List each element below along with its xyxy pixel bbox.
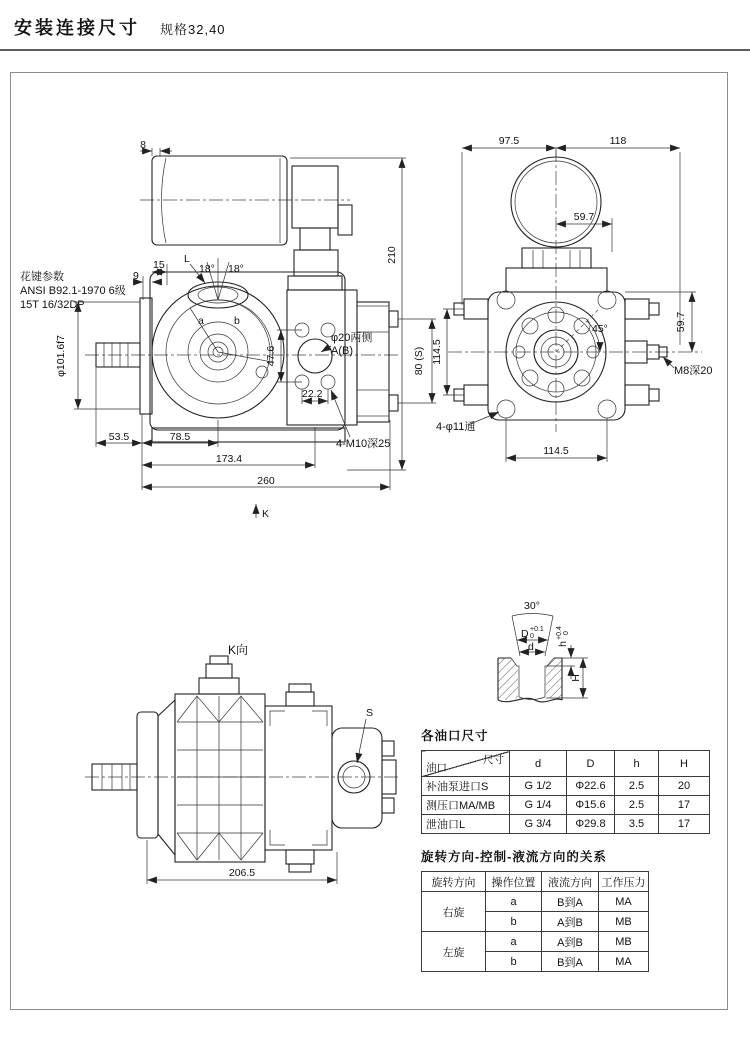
rotation-cw: 右旋	[422, 892, 486, 932]
port-table-title: 各油口尺寸	[421, 729, 489, 743]
cell-D: Φ22.6	[567, 777, 615, 796]
corner-label-size: 尺寸	[483, 754, 504, 766]
k-gearbox	[265, 706, 332, 850]
dim-9: 9	[133, 270, 139, 282]
spline-note-std: ANSI B92.1-1970 6级	[20, 285, 126, 297]
table-row	[422, 932, 649, 952]
col-header-h: h	[615, 751, 659, 777]
rotation-table-title: 旋转方向-控制-液流方向的关系	[421, 850, 607, 864]
cell-pressure: MA	[599, 952, 649, 972]
rotation-table	[421, 871, 649, 972]
cell-pressure: MB	[599, 912, 649, 932]
angle-18-left: 18°	[199, 263, 215, 275]
cell-D: Φ15.6	[567, 796, 615, 815]
table-header-row	[422, 872, 649, 892]
dim-d-cap: D	[521, 628, 529, 640]
dim-15: 15	[153, 259, 165, 271]
control-valve	[288, 166, 352, 290]
dim-h: h	[557, 641, 569, 647]
spec-label: 规格32,40	[160, 22, 226, 37]
thread-note-m8: M8深20	[674, 365, 713, 377]
port-size-table-section	[421, 726, 710, 834]
col-header-flow: 液流方向	[542, 872, 599, 892]
row-name: 补油泵进口S	[422, 777, 510, 796]
cell-flow: A到B	[542, 932, 599, 952]
dim-d-cap-tol-dn: 0	[530, 633, 534, 640]
cell-pos: b	[486, 912, 542, 932]
control-lever-plate	[190, 300, 273, 362]
dim-8: 8	[140, 139, 146, 151]
rotation-ccw: 左旋	[422, 932, 486, 972]
col-header-d: d	[510, 751, 567, 777]
k-view-drawing	[85, 643, 400, 884]
cell-flow: A到B	[542, 912, 599, 932]
cell-h: 3.5	[615, 815, 659, 834]
cell-H: 20	[659, 777, 710, 796]
cell-pos: a	[486, 892, 542, 912]
dim-210: 210	[386, 246, 398, 264]
angle-30: 30°	[524, 600, 540, 612]
dim-173-4: 173.4	[215, 453, 243, 465]
dial-b-label: b	[234, 315, 240, 327]
dim-22-2: 22.2	[302, 388, 323, 400]
port-block-side	[287, 290, 398, 425]
dim-53-5: 53.5	[108, 431, 130, 443]
row-name: 泄油口L	[422, 815, 510, 834]
k-view-title: K向	[227, 643, 249, 657]
spline-note-title: 花键参数	[20, 271, 64, 283]
port-section-detail	[498, 600, 588, 702]
cell-flow: B到A	[542, 952, 599, 972]
port-ab-note-1: φ20两侧	[331, 332, 373, 344]
cell-h: 2.5	[615, 777, 659, 796]
dim-h-cap: H	[570, 674, 582, 682]
dim-114-5-bottom: 114.5	[543, 445, 569, 457]
table-row	[422, 796, 710, 815]
table-row	[422, 815, 710, 834]
cell-pos: a	[486, 932, 542, 952]
label-l: L	[184, 253, 190, 265]
port-s-label: S	[366, 707, 374, 719]
dim-260: 260	[257, 475, 275, 487]
dim-d-low: d	[528, 641, 534, 653]
dim-118: 118	[609, 135, 627, 147]
mounting-flange	[488, 292, 625, 420]
k-ribbed-body	[175, 694, 265, 862]
cell-flow: B到A	[542, 892, 599, 912]
port-ab-note-2: A(B)	[331, 345, 353, 357]
row-name: 测压口MA/MB	[422, 796, 510, 815]
dim-80-s: 80 (S)	[413, 346, 425, 376]
cell-h: 2.5	[615, 796, 659, 815]
dim-h-tol-up: +0.4	[556, 626, 563, 640]
col-header-rotation: 旋转方向	[422, 872, 486, 892]
cell-pressure: MB	[599, 932, 649, 952]
filter-cylinder	[152, 156, 287, 245]
cell-d: G 3/4	[510, 815, 567, 834]
hole-note-4-11: 4-φ11通	[436, 421, 476, 433]
col-header-pressure: 工作压力	[599, 872, 649, 892]
dim-h-tol-dn: 0	[563, 631, 570, 635]
rotation-table-section	[421, 847, 649, 972]
col-header-H: H	[659, 751, 710, 777]
angle-45: 45°	[592, 323, 608, 335]
cell-d: G 1/2	[510, 777, 567, 796]
thread-note-m10: 4-M10深25	[336, 438, 391, 450]
table-row	[422, 777, 710, 796]
cell-D: Φ29.8	[567, 815, 615, 834]
dim-47-6: 47.6	[265, 345, 277, 367]
page-title: 安装连接尺寸	[14, 18, 140, 38]
side-view-drawing	[20, 139, 436, 520]
dim-114-5-left: 114.5	[431, 339, 443, 365]
k-port-block	[332, 728, 382, 828]
view-k-arrow-label: K	[262, 508, 270, 520]
angle-18-right: 18°	[228, 263, 244, 275]
cell-H: 17	[659, 815, 710, 834]
port-size-table	[421, 750, 710, 834]
dim-shaft-dia: φ101.6f7	[55, 335, 67, 377]
dim-97-5: 97.5	[498, 135, 520, 147]
corner-label-port: 油口	[426, 762, 447, 774]
cell-H: 17	[659, 796, 710, 815]
front-view-drawing	[431, 135, 713, 462]
dim-206-5: 206.5	[228, 867, 256, 879]
table-header-row	[422, 751, 710, 777]
dim-78-5: 78.5	[169, 431, 191, 443]
dial-a-label: a	[198, 315, 204, 327]
pump-housing-side	[96, 272, 345, 442]
dim-59-7-top: 59.7	[573, 211, 595, 223]
col-header-position: 操作位置	[486, 872, 542, 892]
cell-pos: b	[486, 952, 542, 972]
table-row	[422, 892, 649, 912]
cell-d: G 1/4	[510, 796, 567, 815]
cell-pressure: MA	[599, 892, 649, 912]
dim-d-cap-tol-up: +0.1	[530, 626, 544, 633]
spline-note-teeth: 15T 16/32DP	[20, 299, 85, 311]
diagonal-header-cell	[422, 751, 510, 777]
col-header-D: D	[567, 751, 615, 777]
dim-59-7-right: 59.7	[675, 311, 687, 333]
